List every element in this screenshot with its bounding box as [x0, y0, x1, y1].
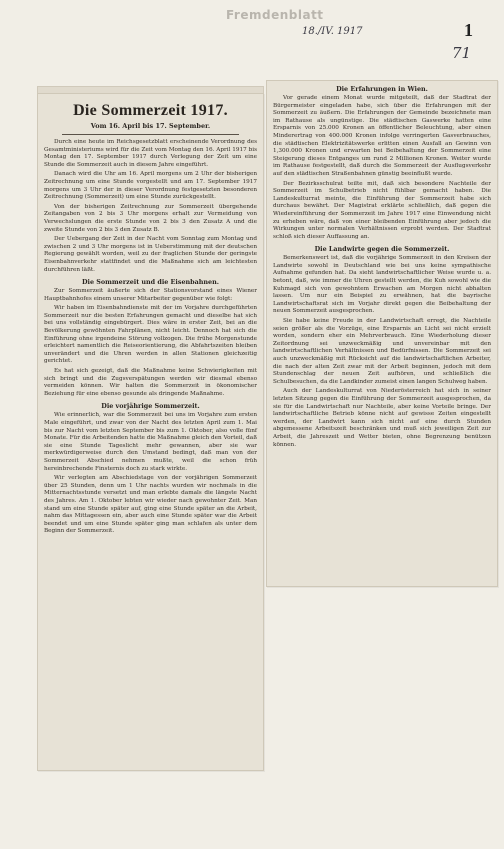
- article-headline: Die Sommerzeit 1917.: [73, 102, 228, 119]
- right-clipping: [266, 80, 498, 587]
- divider: [62, 134, 239, 135]
- folio-number: 71: [452, 44, 472, 62]
- article-headline: Die Erfahrungen in Wien.: [336, 85, 428, 93]
- section-title: Die Sommerzeit und die Eisenbahnen.: [81, 278, 219, 287]
- paragraph: Wie erinnerlich, war die Sommerzeit bei uns im Vorjahre zum ersten Male eingeführt, und zwar von der Nacht des letzten April zum 1. Mai bis zur Nacht vom letzten September bis zum 1. Oktober, also volle fünf Monate. Für die Arbeitenden hatte die Maßnahme gleich den Vorteil, daß sie eine Stunde Tageslicht mehr gewannen, aber sie war merkwürdigerweise durch den Umstand bedingt, daß man von der Sommerzeit Abschied nehmen mußte, weil die schon früh hereinbrechende Finsternis doch zu stark wirkte.: [44, 412, 257, 472]
- page-number: 1: [464, 20, 473, 40]
- paragraph: Durch eine heute im Reichsgesetzblatt erscheinende Verordnung des Gesamtministeriums wird für die Zeit vom Montag den 16. April 1917 bis Montag den 17. September 1917 durch Verlegung der Zeit um eine Stunde die Sommerzeit auch in diesem Jahre eingeführt.: [44, 139, 257, 168]
- paragraph: Es hat sich gezeigt, daß die Maßnahme keine Schwierigkeiten mit sich bringt und die Zugsverspätungen werden wir diesmal ebenso vermeiden können. Wir halten die Sommerzeit in ökonomischer Beziehung für eine ebenso gesunde als dringende Maßnahme.: [44, 368, 257, 397]
- paragraph: Der Uebergang der Zeit in der Nacht vom Sonntag zum Montag und zwischen 2 und 3 Uhr morgens ist in Ueberstimmung mit der deutschen Regierung gewählt worden, weil zu der fraglichen Stunde der geringste Eisenbahnverkehr stattfindet und die Maßnahme sich am leichtesten durchführen läßt.: [44, 236, 257, 273]
- left-clipping: [37, 93, 264, 771]
- paragraph: Von der bisherigen Zeitrechnung zur Sommerzeit übergehende Zeitangaben von 2 bis 3 Uhr morgens erhalt zur Vermeidung von Verwechslungen die erste Stunde von 2 bis 3 den Zusatz A und die zweite Stunde von 2 bis 3 den Zusatz B.: [44, 203, 257, 233]
- paragraph: Bemerkenswert ist, daß die vorjährige Sommerzeit in den Kreisen der Landwirte sowohl in Deutschland wie bei uns keine sympathische Aufnahme gefunden hat. Da sieht landwirtschaftlicher Weise wurde u. a. betont, daß, wie immer die Uhren gestellt werden, die Kuh sowohl wie die Kuhmagd sich von gewohntem Erwachen am Morgen nicht abhalten lassen. Um nur ein Beispiel zu erwähnen, hat die bayrische Landwirtschaftsrat sich im Vorjahr direkt gegen die Beibehaltung der neuen Sommerzeit ausgesprochen.: [273, 255, 491, 315]
- section-title: Die Landwirte gegen die Sommerzeit.: [314, 245, 450, 254]
- paragraph: Auch der Landeskulturrat von Niederösterreich hat sich in seiner letzten Sitzung gegen die Einführung der Sommerzeit ausgesprochen, da sie für die Landwirtschaft nur Nachteile, aber keine Vorteile bringe. Der landwirtschaftliche Betrieb könne nicht auf gewisse Zeiten eingestellt werden, der Landwirt kann sich nicht auf eine durch Stunden abgemessene Arbeitszeit beschränken und muß sich jeweiligen Zeit zur Arbeit, die Jahreszeit und Wetter bieten, ohne Begrenzung benützen können.: [273, 388, 491, 448]
- section-title: Die vorjährige Sommerzeit.: [101, 402, 200, 411]
- paragraph: Sie habe keine Freude in der Landwirtschaft erregt, die Nachteile seien größer als die Vorzüge, eine Ersparnis an Licht sei nicht erzielt worden, sondern eher ein Mehrverbrauch. Eine Wiederholung dieser Zeitordnung sei unzweckmäßig und unvereinbar mit den landwirtschaftlichen Verhältnissen und Bedürfnissen. Die Sommerzeit sei auch unzweckmäßig mit Rücksicht auf die landwirtschaftlichen Arbeiter, die nach der alten Zeit zwar mit der Arbeit beginnen, jedoch mit dem Stundenschlag der neuen Zeit aufhören, und schließlich die Schulbesuchen, da die Landkinder zumeist einen langen Schulweg haben.: [273, 318, 491, 385]
- paragraph: Vor gerade einem Monat wurde mitgeteilt, daß der Stadtrat der Bürgermeister eingeladen habe, sich über die Erfahrungen mit der Sommerzeit zu äußern. Die Erfahrungen der Gemeinde bezeichnete man im Rathause als ungünstige. Die städtischen Gaswerke hatten eine Ersparnis von 25.000 Kronen an öffentlicher Beleuchtung, aber einen Minderertrag von 400.000 Kronen infolge verringerten Gasverbrauches, die städtischen Elektrizitätswerke erlitten einen Ausfall an Gewinn von 1,300.000 Kronen und erwarten bei Beibehaltung der Sommerzeit eine Steigerung dieses Entganges um rund 2 Millionen Kronen. Weiter wurde im Rathause festgestellt, daß durch die Sommerzeit der Ausflugsverkehr auf den städtischen Straßenbahnen günstig beeinflußt wurde.: [273, 95, 491, 177]
- newspaper-stamp: Fremdenblatt: [226, 8, 324, 22]
- paragraph: Danach wird die Uhr am 16. April morgens um 2 Uhr der bisherigen Zeitrechnung um eine Stunde vorgestellt und am 17. September 1917 morgens um 3 Uhr der in dieser Verordnung festgesetzten besonderen Zeitrechnung (Sommerzeit) um eine Stunde zurückgestellt.: [44, 171, 257, 201]
- paragraph: Der Bezirksschulrat teilte mit, daß sich besondere Nachteile der Sommerzeit im Schulbetrieb nicht fühlbar gemacht haben. Die Landeskulturrat meinte, die Einführung der Sommerzeit habe sich durchaus bewährt. Der Magistrat erklärte schließlich, daß gegen die Wiedereinführung der Sommerzeit im Jahre 1917 eine Einwendung nicht zu erheben wäre, daß von einer bleibenden Einführung aber jedoch die Wirkungen unter normalen Verhältnissen erprobt werden. Der Stadtrat schloß sich dieser Auffassung an.: [273, 180, 491, 240]
- article-dateline: Vom 16. April bis 17. September.: [90, 122, 211, 130]
- paragraph: Zur Sommerzeit äußerte sich der Stationsvorstand eines Wiener Hauptbahnhofes einem unserer Mitarbeiter gegenüber wie folgt:: [44, 288, 257, 302]
- paragraph: Wir verlegten am Abschiedstage von der vorjährigen Sommerzeit über 25 Stunden, denn um 1 Uhr nachts wurden wir nochmals in die Mitternachtsstunde versetzt und man erlebte damals die längste Nacht des Jahres. Am 1. Oktober lebten wir wieder nach gewohnter Zeit. Man stand um eine Stunde später auf, ging eine Stunde später an die Arbeit, nahm das Mittagessen ein, aber auch eine Stunde später war die Arbeit beendet und um eine Stunde später ging man schlafen als unter dem Beginn der Sommerzeit.: [44, 475, 257, 535]
- handwritten-date: 18./IV. 1917: [302, 26, 363, 37]
- paragraph: Wir haben im Eisenbahndienste mit der im Vorjahre durchgeführten Sommerzeit nur die besten Erfahrungen gemacht und dieselbe hat sich bei uns vollständig eingebürgert. Dies wäre in erster Zeit, bei an die Bevölkerung gewöhnten Fahrplänen, nicht leicht. Dennoch hat sich die Einführung ohne irgendeine Störung vollzogen. Die frühe Morgenstunde erleichtert namentlich die Reiseorientierung, die Abfahrtszeiten bleiben unverändert und die Uhren werden in allen Stationen gleichzeitig gerichtet.: [44, 305, 257, 365]
